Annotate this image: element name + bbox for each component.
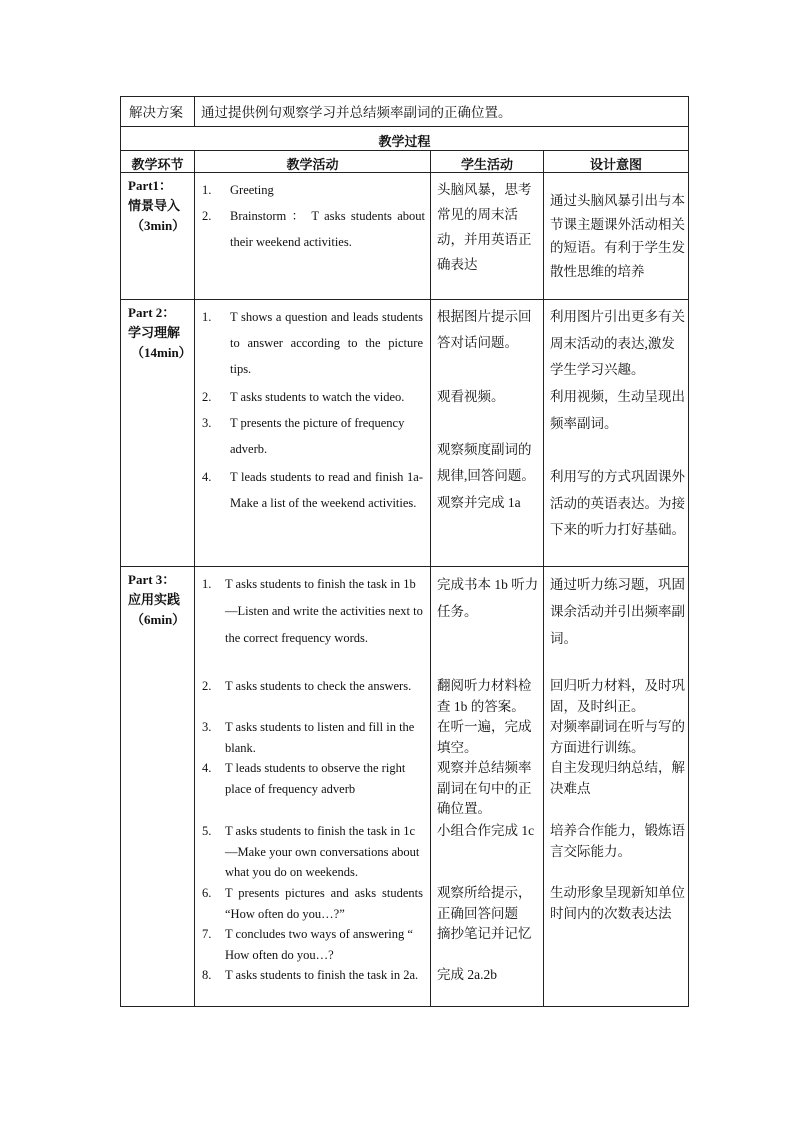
part1-time: （3min）: [131, 218, 186, 233]
part3-activity-7-num: 7.: [202, 927, 212, 941]
part2-activity-3: T presents the picture of frequency adverb.: [230, 416, 405, 456]
part3-activity-7: T concludes two ways of answering “ How often do you…?: [225, 927, 413, 962]
part2-intent-3: 利用写的方式巩固课外活动的英语表达。为接下来的听力打好基础。: [550, 469, 685, 537]
part3-activity-8-num: 8.: [202, 968, 212, 982]
part1-activity-1-num: 1.: [202, 183, 212, 197]
part1-label-en: Part1：: [128, 178, 173, 193]
header-cell-activity: [194, 150, 431, 173]
part3-intent-1: 通过听力练习题，巩固课余活动并引出频率副词。: [550, 577, 685, 646]
part3-label-en: Part 3：: [128, 572, 176, 587]
part3-student-5: 小组合作完成 1c: [437, 823, 535, 838]
part3-student-6: 观察所给提示，正确回答问题: [437, 885, 532, 921]
part1-student: 头脑风暴，思考常见的周末活动，并用英语正确表达: [437, 182, 532, 272]
part3-student-4: 观察并总结频率副词在句中的正确位置。: [437, 760, 532, 816]
part3-student-3: 在听一遍，完成填空。: [437, 719, 532, 755]
part2-student-4: 观察并完成 1a: [437, 495, 521, 510]
header-student: 学生活动: [460, 157, 513, 172]
part3-intent-5: 培养合作能力，锻炼语言交际能力。: [550, 823, 685, 859]
part1-intent: 通过头脑风暴引出与本节课主题课外活动相关的短语。有利于学生发散性思维的培养: [550, 193, 685, 279]
part3-activity-4-num: 4.: [202, 761, 212, 775]
header-cell-intent: [543, 150, 689, 173]
part1-intent-cell: [543, 172, 689, 300]
part1-student-cell: [430, 172, 544, 300]
part1-activity-cell: [194, 172, 431, 300]
part2-activity-cell: [194, 299, 431, 567]
part2-activity-1-num: 1.: [202, 310, 212, 324]
solution-label-cell: [120, 96, 195, 127]
header-cell-stage: [120, 150, 195, 173]
part3-intent-6: 生动形象呈现新知单位时间内的次数表达法: [550, 885, 685, 921]
solution-text: 通过提供例句观察学习并总结频率副词的正确位置。: [201, 105, 512, 120]
part2-activity-4: T leads students to read and finish 1a- Make a list of the weekend activities.: [230, 470, 423, 510]
part3-intent-4: 自主发现归纳总结，解决难点: [550, 760, 685, 796]
part3-activity-6-num: 6.: [202, 886, 212, 900]
part2-activity-2: T asks students to watch the video.: [230, 390, 405, 404]
part3-activity-5: T asks students to finish the task in 1c—Make your own conversations about what you do on weekends.: [225, 824, 420, 879]
solution-label: 解决方案: [129, 105, 183, 120]
part3-activity-8: T asks students to finish the task in 2a.: [225, 968, 419, 982]
part3-activity-2: T asks students to check the answers.: [225, 679, 412, 693]
part3-student-1: 完成书本 1b 听力任务。: [437, 577, 539, 619]
part1-activity-2-num: 2.: [202, 209, 212, 223]
header-cell-student: [430, 150, 544, 173]
part3-activity-1: T asks students to finish the task in 1b—Listen and write the activities next to the correct frequency words.: [225, 577, 423, 645]
part2-activity-4-num: 4.: [202, 470, 212, 484]
part3-activity-4: T leads students to observe the right place of frequency adverb: [225, 761, 406, 796]
part2-activity-2-num: 2.: [202, 390, 212, 404]
part2-stage-cell: [120, 299, 195, 567]
part3-intent-3: 对频率副词在听与写的方面进行训练。: [550, 719, 685, 755]
part3-intent-cell: [543, 566, 689, 1007]
part3-activity-3-num: 3.: [202, 720, 212, 734]
part3-student-2: 翻阅听力材料检查 1b 的答案。: [437, 678, 532, 714]
part3-activity-cell: [194, 566, 431, 1007]
part3-activity-6: T presents pictures and asks students “How often do you…?”: [225, 886, 423, 921]
part1-activity-2: Brainstorm ： T asks students about their weekend activities.: [230, 209, 425, 249]
section-title-cell: [120, 126, 689, 151]
part3-label-cn: 应用实践: [128, 592, 181, 607]
part3-student-cell: [430, 566, 544, 1007]
part2-activity-3-num: 3.: [202, 416, 212, 430]
part3-student-8: 完成 2a.2b: [437, 967, 497, 982]
part2-time: （14min）: [131, 345, 192, 360]
part3-time: （6min）: [131, 612, 186, 627]
part3-intent-2: 回归听力材料，及时巩固，及时纠正。: [550, 678, 685, 714]
header-activity: 教学活动: [286, 157, 339, 172]
section-title: 教学过程: [378, 134, 431, 149]
part3-activity-3: T asks students to listen and fill in the blank.: [225, 720, 415, 755]
part2-intent-2: 利用视频，生动呈现出频率副词。: [550, 389, 685, 431]
part1-stage-cell: [120, 172, 195, 300]
part2-label-cn: 学习理解: [128, 325, 181, 340]
header-stage: 教学环节: [131, 157, 184, 172]
header-intent: 设计意图: [589, 157, 642, 172]
part2-activity-1: T shows a question and leads students to answer according to the picture tips.: [230, 310, 423, 376]
part1-activity-1: Greeting: [230, 183, 274, 197]
part2-intent-cell: [543, 299, 689, 567]
part3-student-7: 摘抄笔记并记忆: [437, 926, 532, 941]
part2-student-1: 根据图片提示回答对话问题。: [437, 309, 532, 350]
part3-stage-cell: [120, 566, 195, 1007]
part2-label-en: Part 2：: [128, 305, 176, 320]
part2-intent-1: 利用图片引出更多有关周末活动的表达,激发学生学习兴趣。: [550, 309, 685, 377]
part3-activity-2-num: 2.: [202, 679, 212, 693]
part3-activity-5-num: 5.: [202, 824, 212, 838]
part2-student-cell: [430, 299, 544, 567]
part1-label-cn: 情景导入: [128, 198, 181, 213]
part2-student-3: 观察频度副词的规律,回答问题。: [437, 442, 535, 483]
solution-text-cell: [194, 96, 689, 127]
part2-student-2: 观看视频。: [437, 389, 505, 404]
part3-activity-1-num: 1.: [202, 577, 212, 591]
